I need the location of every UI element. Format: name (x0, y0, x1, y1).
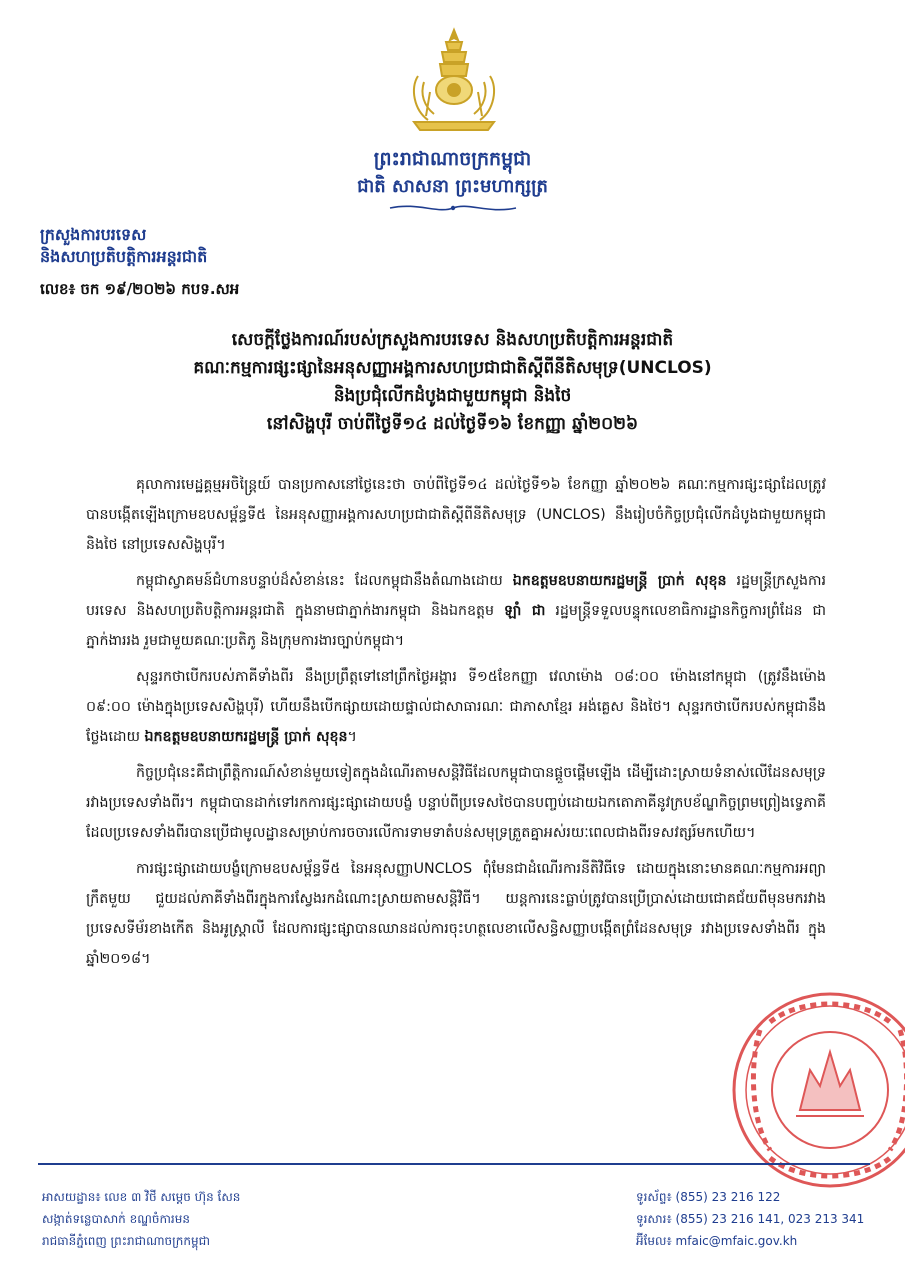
ornament-divider-icon (388, 202, 518, 214)
address-line-1: អាសយដ្ឋាន៖ លេខ ៣ វិថី សម្តេច ហ៊ុន សែន (42, 1190, 241, 1204)
kingdom-name: ព្រះរាជាណាចក្រកម្ពុជា (373, 148, 532, 170)
paragraph-2-text-c: រដ្ឋមន្ត្រីទទួលបន្ទុកលេខាធិការដ្ឋានកិច្ចការព្រំដែន ជាភ្នាក់ងាររង រួមជាមួយគណៈប្រតិភូ និងក្រុមការងារច្បាប់កម្ពុជា។ (86, 603, 826, 649)
paragraph-3-text-a: សុន្ទរកថាបើករបស់ភាគីទាំងពីរ នឹងប្រព្រឹត្តទៅនៅព្រឹកថ្ងៃអង្គារ ទី១៥ខែកញ្ញា វេលាម៉ោង ០៨:០០ ម៉ោងនៅកម្ពុជា (ត្រូវនឹងម៉ោង ០៩:០០ ម៉ោងក្នុងប្រទេសសិង្ហបុរី) ហើយនឹងបើកផ្សាយដោយផ្ទាល់ជាសាធារណៈ ជាភាសាខ្មែរ អង់គ្លេស និងថៃ។ សុន្ទរកថាបើករបស់កម្ពុជានឹងថ្លែងដោយ (86, 669, 826, 745)
reference-number: លេខ៖ ចក ១៩/២០២៦ កបទ.សអ (40, 280, 240, 298)
title-line-3: និងប្រជុំលើកដំបូងជាមួយកម្ពុជា និងថៃ (333, 386, 572, 406)
ministry-name (40, 224, 400, 268)
paragraph-1: គុលាការមេដ្ឋគ្គម្មអចិន្ត្រៃយ៍ បានប្រកាសនៅថ្ងៃនេះថា ចាប់ពីថ្ងៃទី១៤ ដល់ថ្ងៃទី១៦ ខែកញ្ញា ឆ្នាំ២០២៦ គណៈកម្មការផ្សះផ្សាដែលត្រូវបានបង្កើតឡើងក្រោមឧបសម្ព័ន្ធទី៥ នៃអនុសញ្ញាអង្គការសហប្រជាជាតិស្តីពីនីតិសមុទ្រ (UNCLOS) នឹងរៀបចំកិច្ចប្រជុំលើកដំបូងជាមួយកម្ពុជា និងថៃ នៅប្រទេសសិង្ហបុរី។ (86, 477, 826, 553)
address-line-3: រាជធានីភ្នំពេញ ព្រះរាជាណាចក្រកម្ពុជា (42, 1234, 210, 1248)
title-line-2: គណៈកម្មការផ្សះផ្សានៃអនុសញ្ញាអង្គការសហប្រជាជាតិស្តីពីនីតិសមុទ្រ(UNCLOS) (193, 358, 712, 378)
statement-body (86, 470, 826, 980)
footer-address (42, 1186, 462, 1252)
fax-number: ទូរសារ៖ (855) 23 216 141, 023 213 341 (636, 1212, 865, 1226)
paragraph-3-name: ឯកឧត្តមឧបនាយករដ្ឋមន្ត្រី ប្រាក់ សុខុន (144, 729, 348, 745)
paragraph-2-text-b: រដ្ឋមន្ត្រីក្រសួងការបរទេស និងសហប្រតិបត្តិការអន្តរជាតិ ក្នុងនាមជាភ្នាក់ងារកម្ពុជា និងឯកឧត្តម (86, 573, 826, 619)
email-address[interactable]: អ៊ីមែល៖ mfaic@mfaic.gov.kh (636, 1234, 798, 1248)
royal-emblem-icon (404, 26, 504, 138)
address-line-2: សង្កាត់ទន្លេបាសាក់ ខណ្ឌចំការមន (42, 1212, 190, 1226)
phone-number: ទូរស័ព្ទ៖ (855) 23 216 122 (636, 1190, 781, 1204)
national-motto: ជាតិ សាសនា ព្រះមហាក្សត្រ (357, 176, 548, 197)
footer-contacts (636, 1186, 886, 1252)
title-line-4: នៅសិង្ហបុរី ចាប់ពីថ្ងៃទី១៤ ដល់ថ្ងៃទី១៦ ខែកញ្ញា ឆ្នាំ២០២៦ (266, 414, 639, 434)
paragraph-2-name-b: ឡាំ ជា (504, 603, 546, 619)
footer-divider (38, 1163, 870, 1165)
kingdom-heading (300, 146, 605, 214)
ministry-line-2: និងសហប្រតិបត្តិការអន្តរជាតិ (40, 247, 208, 266)
paragraph-5: ការផ្សះផ្សាដោយបង្ខំក្រោមឧបសម្ព័ន្ធទី៥ នៃអនុសញ្ញាUNCLOS ពុំមែនជាដំណើរការនីតិវិធីទេ ដោយក្នុងនោះមានគណៈកម្មការអព្យាក្រឹតមួយ ជួយដល់ភាគីទាំងពីរក្នុងការស្វែងរកដំណោះស្រាយតាមសន្តិវិធី។ យន្តការនេះធ្លាប់ត្រូវបានប្រើប្រាស់ដោយជោគជ័យពីមុនមករវាងប្រទេសទីម័រខាងកើត និងអូស្ត្រាលី ដែលការផ្សះផ្សាបានឈានដល់ការចុះហត្ថលេខាលើសន្ធិសញ្ញាបង្កើតព្រំដែនសមុទ្រ រវាងប្រទេសទាំងពីរ ក្នុងឆ្នាំ២០១៨។ (86, 861, 826, 967)
paragraph-2-name-a: ឯកឧត្តមឧបនាយករដ្ឋមន្ត្រី ប្រាក់ សុខុន (512, 573, 727, 589)
paragraph-3 (86, 662, 826, 752)
paragraph-2 (86, 566, 826, 656)
ministry-line-1: ក្រសួងការបរទេស (40, 225, 147, 244)
statement-title (60, 326, 845, 438)
paragraph-4: កិច្ចប្រជុំនេះគឺជាព្រឹត្តិការណ៍សំខាន់មួយទៀតក្នុងដំណើរតាមសន្តិវិធីដែលកម្ពុជាបានផ្តួចផ្តើមឡើង ដើម្បីដោះស្រាយទំនាស់លើដែនសមុទ្ររវាងប្រទេសទាំងពីរ។ កម្ពុជាបានដាក់ទៅរកការផ្សះផ្សាដោយបង្ខំ បន្ទាប់ពីប្រទេសថៃបានបញ្ចប់ដោយឯកតោភាគីនូវក្របខ័ណ្ឌកិច្ចព្រមព្រៀងទ្វេភាគី ដែលប្រទេសទាំងពីរបានប្រើជាមូលដ្ឋានសម្រាប់ការចចារលើការទាមទាតំបន់សមុទ្រត្រួតគ្នាអស់រយៈពេលជាងពីរទសវត្សរ៍មកហើយ។ (86, 765, 826, 841)
paragraph-3-text-b: ។ (347, 729, 357, 745)
title-line-1: សេចក្តីថ្លែងការណ៍របស់ក្រសួងការបរទេស និងសហប្រតិបត្តិការអន្តរជាតិ (231, 330, 674, 350)
paragraph-2-text-a: កម្ពុជាស្វាគមន៍ជំហានបន្ទាប់ដ៏សំខាន់នេះ ដែលកម្ពុជានឹងតំណាងដោយ (136, 573, 513, 589)
